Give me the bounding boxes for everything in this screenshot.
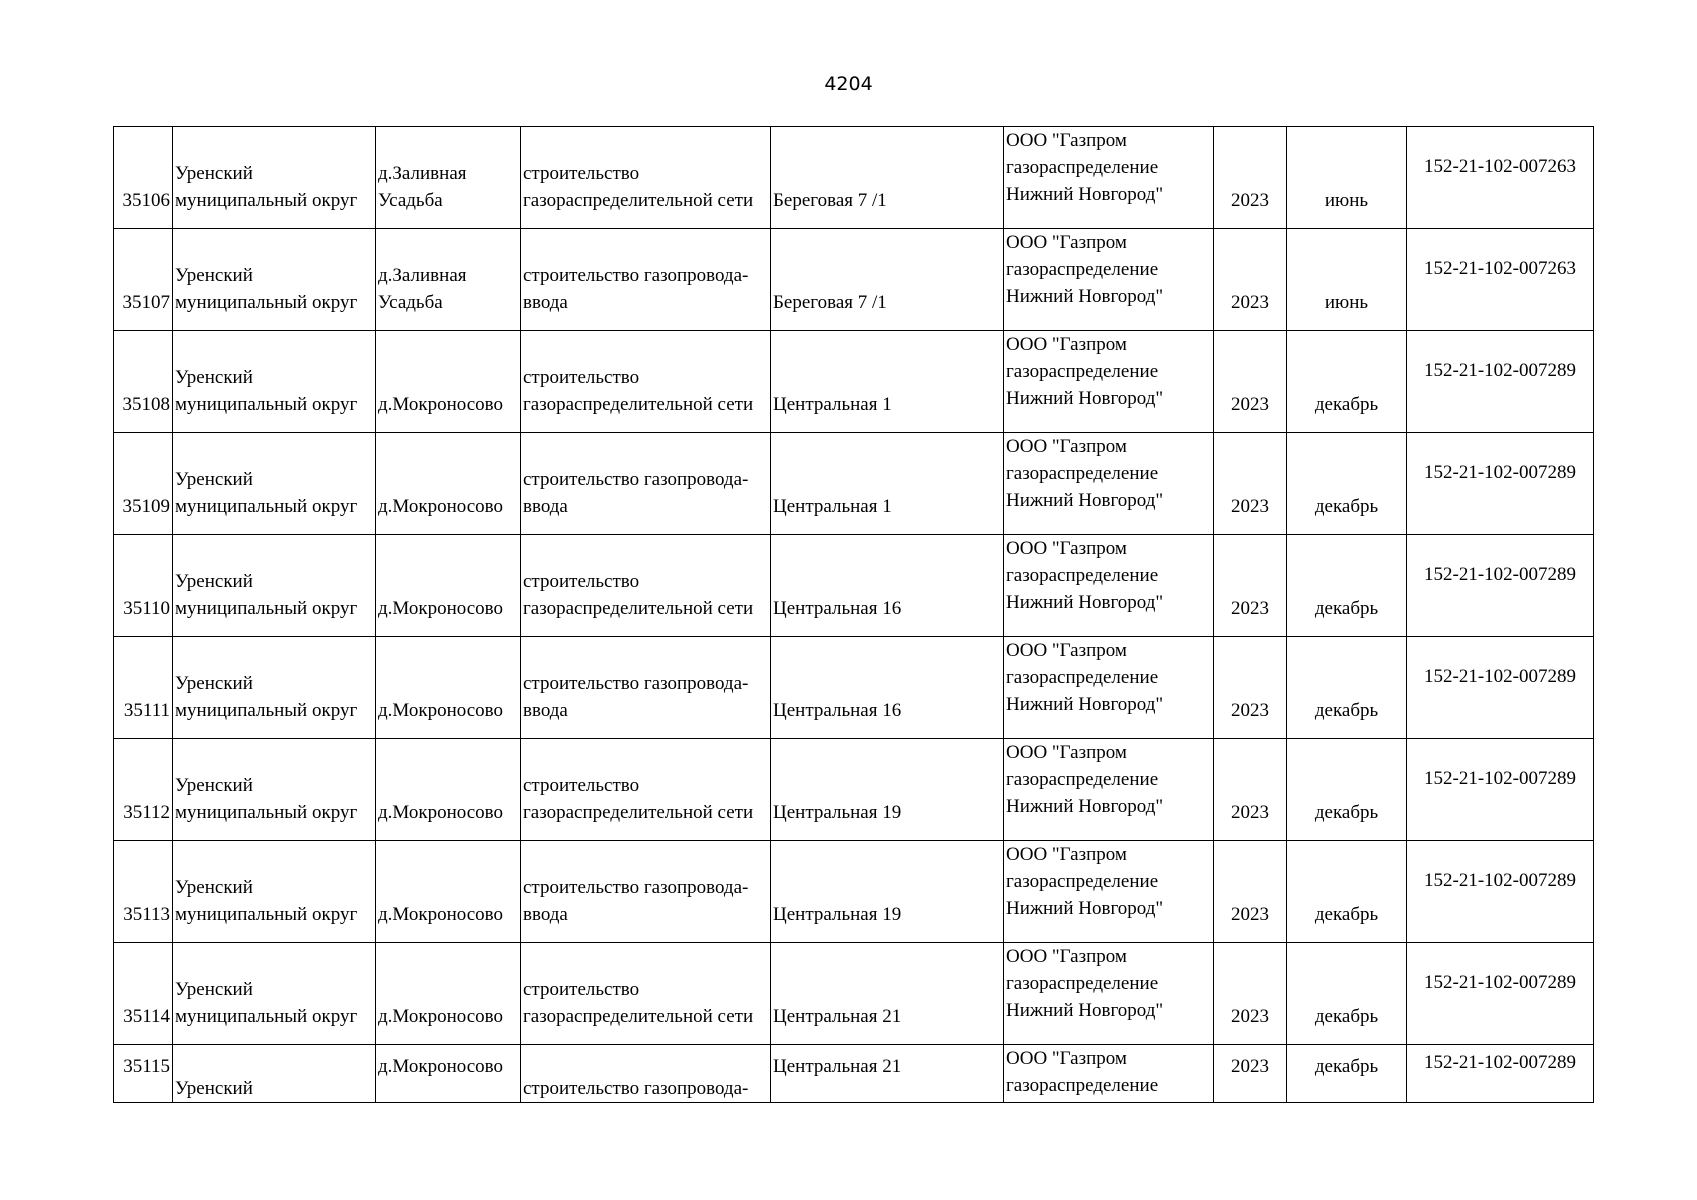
table-row [114,637,1594,739]
year-cell: 2023 [1214,127,1287,229]
organization-cell-line: ООО "Газпром [1006,130,1127,151]
table-row-partial [114,1045,1594,1103]
work-type-cell-line: газораспределительной сети [523,802,754,823]
district-cell [173,433,376,535]
registration-number-cell: 152-21-102-007289 [1407,943,1594,1045]
district-cell-line: муниципальный округ [175,904,358,925]
district-cell-line: Уренский [175,469,253,490]
district-cell-line: Уренский [175,367,253,388]
district-cell-line: муниципальный округ [175,496,358,517]
locality-cell-line: д.Мокроносово [378,394,503,415]
district-cell-line: Уренский [175,673,253,694]
locality-cell [376,535,521,637]
locality-cell-line: д.Мокроносово [378,904,503,925]
table-body [114,127,1594,1103]
street-cell: Центральная 19 [771,841,1004,943]
registration-number-cell: 152-21-102-007289 [1407,331,1594,433]
organization-cell [1004,433,1214,535]
work-type-cell-line: строительство газопровода- [523,265,749,286]
year-cell: 2023 [1214,637,1287,739]
work-type-cell-line: газораспределительной сети [523,394,754,415]
year-cell: 2023 [1214,331,1287,433]
month-cell: декабрь [1287,433,1407,535]
organization-cell-line: газораспределение [1006,1075,1159,1096]
district-cell-line: Уренский [175,265,253,286]
locality-cell-line: д.Мокроносово [378,1006,503,1027]
work-type-cell [521,535,771,637]
district-cell [173,127,376,229]
organization-cell-line: ООО "Газпром [1006,946,1127,967]
organization-cell-line: Нижний Новгород" [1006,1000,1164,1021]
district-cell-line: муниципальный округ [175,802,358,823]
organization-cell-line: ООО "Газпром [1006,436,1127,457]
work-type-cell-line: строительство газопровода- [523,877,749,898]
locality-cell [376,943,521,1045]
registration-number-cell: 152-21-102-007263 [1407,229,1594,331]
work-type-cell-line: ввода [523,700,568,721]
row-id: 35108 [114,331,173,433]
organization-cell [1004,1045,1214,1103]
street-cell: Центральная 21 [771,1045,1004,1103]
organization-cell-line: газораспределение [1006,871,1159,892]
registration-number-cell: 152-21-102-007289 [1407,739,1594,841]
district-cell [173,841,376,943]
page-number: 4204 [824,73,873,95]
month-cell: декабрь [1287,739,1407,841]
organization-cell-line: Нижний Новгород" [1006,490,1164,511]
table-row [114,535,1594,637]
work-type-cell-line: строительство [523,979,640,1000]
street-cell: Береговая 7 /1 [771,127,1004,229]
year-cell: 2023 [1214,535,1287,637]
table-row [114,433,1594,535]
locality-cell [376,229,521,331]
row-id: 35107 [114,229,173,331]
row-id: 35110 [114,535,173,637]
work-type-cell-line: строительство [523,775,640,796]
table-row [114,127,1594,229]
month-cell: декабрь [1287,535,1407,637]
work-type-cell [521,637,771,739]
organization-cell-line: газораспределение [1006,667,1159,688]
locality-cell: д.Мокроносово [376,1045,521,1103]
district-cell [173,943,376,1045]
locality-cell-line: д.Заливная [378,265,467,286]
organization-cell-line: Нижний Новгород" [1006,388,1164,409]
registration-number-cell: 152-21-102-007263 [1407,127,1594,229]
locality-cell-line: д.Мокроносово [378,802,503,823]
district-cell [173,739,376,841]
organization-cell-line: Нижний Новгород" [1006,796,1164,817]
district-cell [173,637,376,739]
organization-cell [1004,127,1214,229]
organization-cell-line: ООО "Газпром [1006,334,1127,355]
month-cell: декабрь [1287,637,1407,739]
row-id: 35113 [114,841,173,943]
district-cell-line: Уренский [175,571,253,592]
work-type-cell-line: строительство газопровода- [523,673,749,694]
work-type-cell [521,331,771,433]
work-type-cell-line: ввода [523,292,568,313]
row-id: 35111 [114,637,173,739]
work-type-cell [521,841,771,943]
district-cell: Уренский [173,1045,376,1103]
district-cell-line: муниципальный округ [175,292,358,313]
row-id: 35115 [114,1045,173,1103]
organization-cell [1004,943,1214,1045]
work-type-cell-line: строительство [523,571,640,592]
month-cell: декабрь [1287,943,1407,1045]
organization-cell-line: Нижний Новгород" [1006,286,1164,307]
work-type-cell [521,127,771,229]
month-cell: декабрь [1287,331,1407,433]
district-cell-line: Уренский [175,877,253,898]
street-cell: Центральная 16 [771,535,1004,637]
street-cell: Центральная 19 [771,739,1004,841]
work-type-cell [521,229,771,331]
row-id: 35114 [114,943,173,1045]
locality-cell [376,127,521,229]
work-type-cell: строительство газопровода- [521,1045,771,1103]
registration-number-cell: 152-21-102-007289 [1407,637,1594,739]
district-cell [173,535,376,637]
locality-cell [376,637,521,739]
district-cell-line: Уренский [175,163,253,184]
row-id: 35109 [114,433,173,535]
organization-cell [1004,841,1214,943]
table-row [114,739,1594,841]
organization-cell-line: газораспределение [1006,973,1159,994]
street-cell: Центральная 16 [771,637,1004,739]
gasification-table [113,126,1594,1103]
work-type-cell [521,433,771,535]
organization-cell-line: Нижний Новгород" [1006,898,1164,919]
district-cell-line: муниципальный округ [175,394,358,415]
table-row [114,943,1594,1045]
district-cell-line: муниципальный округ [175,1006,358,1027]
district-cell [173,229,376,331]
registration-number-cell: 152-21-102-007289 [1407,433,1594,535]
street-cell: Центральная 1 [771,331,1004,433]
work-type-cell-line: ввода [523,904,568,925]
organization-cell-line: газораспределение [1006,157,1159,178]
work-type-cell [521,943,771,1045]
work-type-cell-line: газораспределительной сети [523,598,754,619]
district-cell-line: муниципальный округ [175,598,358,619]
year-cell: 2023 [1214,943,1287,1045]
district-cell-line: муниципальный округ [175,190,358,211]
locality-cell-line: Усадьба [378,292,443,313]
organization-cell-line: ООО "Газпром [1006,640,1127,661]
work-type-cell [521,739,771,841]
year-cell: 2023 [1214,433,1287,535]
locality-cell-line: д.Мокроносово [378,598,503,619]
organization-cell [1004,739,1214,841]
organization-cell [1004,331,1214,433]
table-row [114,229,1594,331]
organization-cell-line: газораспределение [1006,259,1159,280]
registration-number-cell: 152-21-102-007289 [1407,535,1594,637]
year-cell: 2023 [1214,229,1287,331]
work-type-cell-line: газораспределительной сети [523,190,754,211]
organization-cell-line: газораспределение [1006,361,1159,382]
organization-cell-line: газораспределение [1006,565,1159,586]
locality-cell [376,433,521,535]
organization-cell [1004,637,1214,739]
locality-cell-line: д.Мокроносово [378,496,503,517]
organization-cell-line: Нижний Новгород" [1006,694,1164,715]
street-cell: Береговая 7 /1 [771,229,1004,331]
organization-cell-line: ООО "Газпром [1006,538,1127,559]
district-cell-line: Уренский [175,979,253,1000]
year-cell: 2023 [1214,841,1287,943]
organization-cell-line: Нижний Новгород" [1006,184,1164,205]
locality-cell-line: д.Заливная [378,163,467,184]
work-type-cell-line: строительство газопровода- [523,469,749,490]
row-id: 35112 [114,739,173,841]
organization-cell-line: Нижний Новгород" [1006,592,1164,613]
organization-cell [1004,229,1214,331]
locality-cell [376,331,521,433]
work-type-cell-line: ввода [523,496,568,517]
locality-cell-line: д.Мокроносово [378,700,503,721]
work-type-cell-line: строительство [523,163,640,184]
organization-cell-line: ООО "Газпром [1006,232,1127,253]
organization-cell-line: ООО "Газпром [1006,1048,1127,1069]
registration-number-cell: 152-21-102-007289 [1407,1045,1594,1103]
district-cell-line: Уренский [175,775,253,796]
locality-cell [376,739,521,841]
year-cell: 2023 [1214,739,1287,841]
organization-cell-line: газораспределение [1006,463,1159,484]
row-id: 35106 [114,127,173,229]
table-row [114,841,1594,943]
street-cell: Центральная 1 [771,433,1004,535]
street-cell: Центральная 21 [771,943,1004,1045]
registration-number-cell: 152-21-102-007289 [1407,841,1594,943]
locality-cell [376,841,521,943]
month-cell: июнь [1287,127,1407,229]
district-cell [173,331,376,433]
work-type-cell-line: строительство [523,367,640,388]
organization-cell-line: газораспределение [1006,769,1159,790]
month-cell: декабрь [1287,1045,1407,1103]
table-row [114,331,1594,433]
organization-cell-line: ООО "Газпром [1006,742,1127,763]
organization-cell [1004,535,1214,637]
month-cell: декабрь [1287,841,1407,943]
organization-cell-line: ООО "Газпром [1006,844,1127,865]
district-cell-line: муниципальный округ [175,700,358,721]
month-cell: июнь [1287,229,1407,331]
year-cell: 2023 [1214,1045,1287,1103]
work-type-cell-line: газораспределительной сети [523,1006,754,1027]
locality-cell-line: Усадьба [378,190,443,211]
